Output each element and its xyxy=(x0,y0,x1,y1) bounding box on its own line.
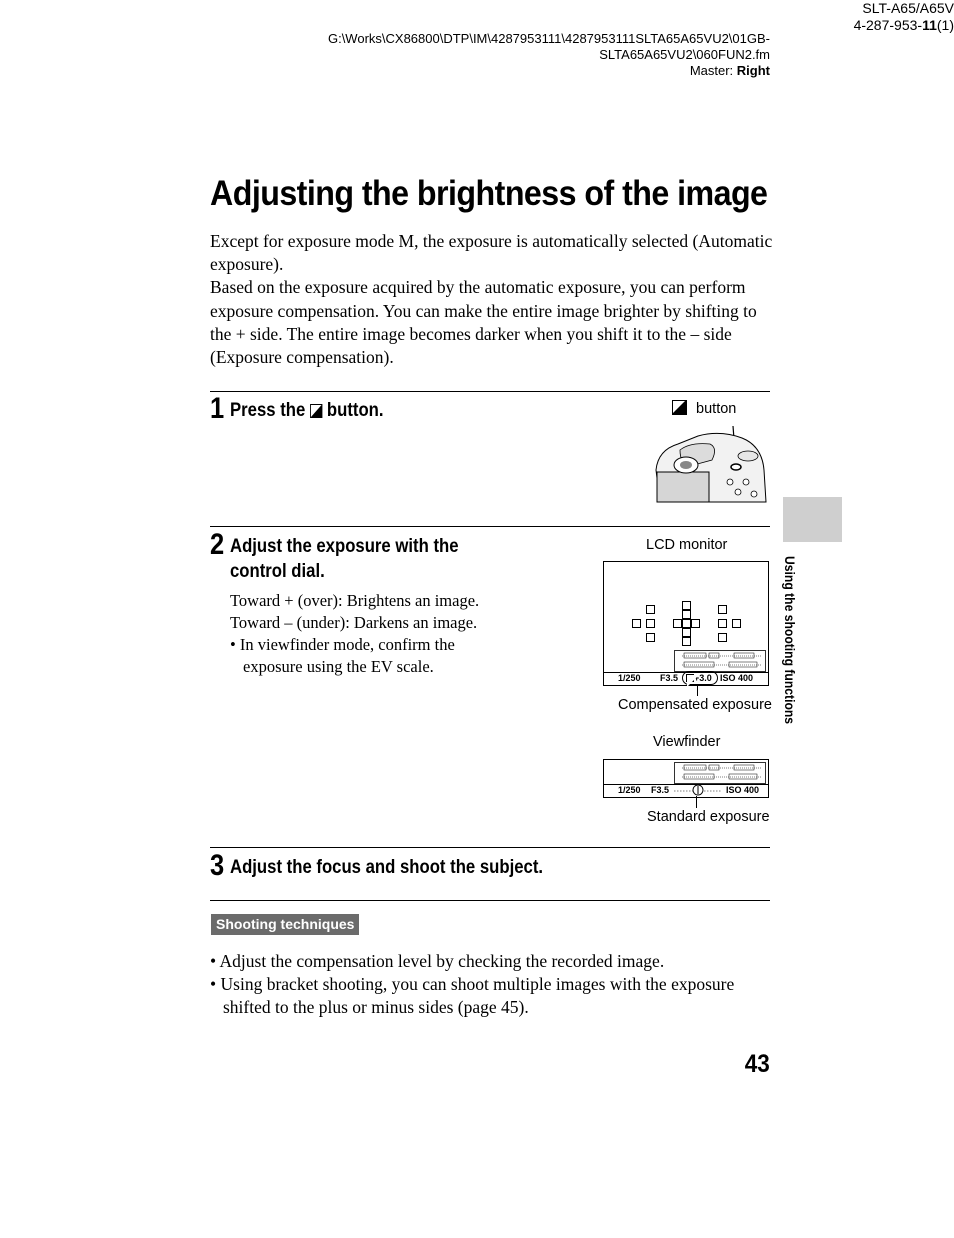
vf-shutter-speed: 1/250 xyxy=(618,785,641,795)
exposure-compensation-icon xyxy=(310,404,322,418)
page-title: Adjusting the brightness of the image xyxy=(210,174,768,213)
af-point xyxy=(682,619,691,628)
step-1-title: Press the button. xyxy=(230,400,384,421)
step-divider-1 xyxy=(210,391,770,392)
step-2-line-over: Toward + (over): Brightens an image. xyxy=(230,591,480,610)
button-callout: button xyxy=(672,400,736,417)
file-path-line2: SLTA65A65VU2\060FUN2.fm xyxy=(599,47,770,62)
viewfinder-label: Viewfinder xyxy=(653,734,721,750)
vf-iso: ISO 400 xyxy=(726,785,760,795)
list-item: • Using bracket shooting, you can shoot multiple images with the exposure shifted to the plus or minus sides (page 45). xyxy=(210,974,735,1018)
step-divider-3 xyxy=(210,847,770,848)
section-side-tab xyxy=(783,497,842,542)
af-point xyxy=(682,601,691,610)
lcd-exposure-value: +3.0 xyxy=(686,673,712,683)
step-2-line-under: Toward – (under): Darkens an image. xyxy=(230,613,478,632)
lcd-monitor-display xyxy=(603,561,769,686)
step-1-number: 1 xyxy=(210,392,225,425)
exposure-compensation-icon xyxy=(672,400,687,415)
af-point xyxy=(718,605,727,614)
lcd-monitor-label: LCD monitor xyxy=(646,537,728,553)
lcd-aperture: F3.5 xyxy=(660,673,679,683)
step-2-title: Adjust the exposure with the control dial. xyxy=(230,536,459,582)
footer-model-code xyxy=(0,0,954,34)
exposure-compensation-icon xyxy=(686,674,694,682)
lcd-iso: ISO 400 xyxy=(720,673,754,683)
af-point xyxy=(646,619,655,628)
step-divider-2 xyxy=(210,526,770,527)
callout-line xyxy=(696,796,697,808)
camera-illustration xyxy=(650,420,770,505)
af-point xyxy=(646,605,655,614)
footer-model: SLT-A65/A65V xyxy=(862,0,954,16)
callout-line xyxy=(697,684,698,696)
af-point xyxy=(682,628,691,637)
step-3-number: 3 xyxy=(210,849,225,882)
step-2-bullet-line1: • In viewfinder mode, confirm the xyxy=(230,635,455,654)
file-path-header xyxy=(328,31,770,79)
step-2-body xyxy=(230,590,479,678)
af-point xyxy=(732,619,741,628)
af-point xyxy=(682,610,691,619)
af-point xyxy=(673,619,682,628)
ev-scale-graphic xyxy=(674,650,766,672)
master-line: Master: Right xyxy=(689,63,770,78)
intro-paragraph-2: Based on the exposure acquired by the automatic exposure, you can perform exposure compensation. You can make the entire image brighter by shifting to the + side. The entire image becomes darker when you shift it to the – side (Exposure compensation). xyxy=(210,277,757,368)
af-point xyxy=(632,619,641,628)
list-item: • Adjust the compensation level by checking the recorded image. xyxy=(210,951,665,971)
af-point xyxy=(718,619,727,628)
viewfinder-display xyxy=(603,759,769,798)
intro-paragraph-1: Except for exposure mode M, the exposure is automatically selected (Automatic exposure). xyxy=(210,231,773,275)
lcd-shutter-speed: 1/250 xyxy=(618,673,641,683)
section-side-label: Using the shooting functions xyxy=(782,556,797,725)
intro-text xyxy=(210,230,775,369)
step-2-number: 2 xyxy=(210,528,225,561)
shooting-techniques-heading: Shooting techniques xyxy=(211,914,359,935)
techniques-list xyxy=(210,950,775,1020)
af-point xyxy=(691,619,700,628)
af-point xyxy=(646,633,655,642)
page-number: 43 xyxy=(744,1050,770,1078)
step-divider-4 xyxy=(210,900,770,901)
file-path-line1: G:\Works\CX86800\DTP\IM\4287953111\4287953111SLTA65A65VU2\01GB- xyxy=(327,31,770,46)
step-2-bullet-line2: exposure using the EV scale. xyxy=(243,657,434,676)
vf-aperture: F3.5 xyxy=(651,785,670,795)
ev-scale-indicator xyxy=(672,784,724,796)
standard-exposure-label: Standard exposure xyxy=(647,809,770,825)
af-point xyxy=(682,637,691,646)
compensated-exposure-label: Compensated exposure xyxy=(618,697,772,713)
step-3-title: Adjust the focus and shoot the subject. xyxy=(230,857,544,878)
af-point xyxy=(718,633,727,642)
footer-code: 4-287-953-11(1) xyxy=(853,17,954,33)
ev-scale-graphic xyxy=(674,762,766,784)
